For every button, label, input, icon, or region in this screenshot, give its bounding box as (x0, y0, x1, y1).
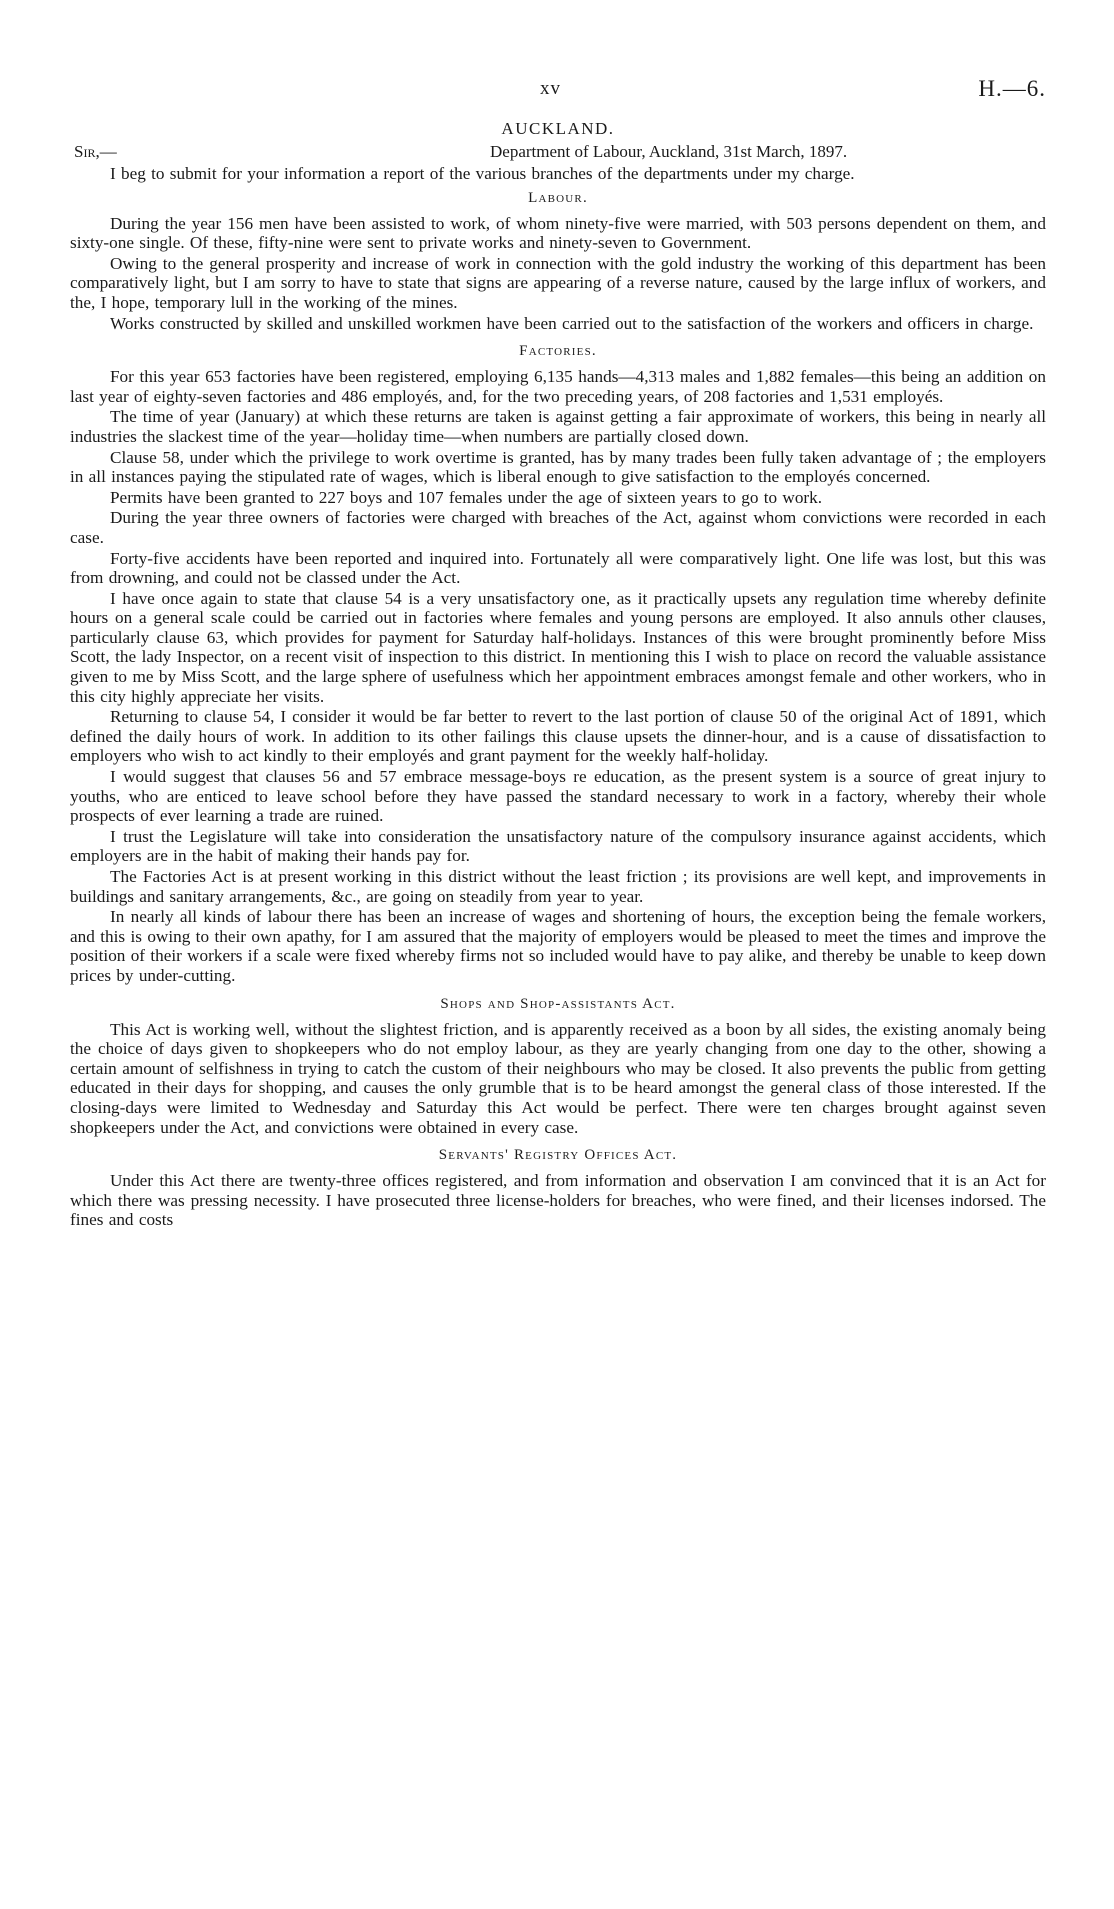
paragraph: Works constructed by skilled and unskilled workmen have been carried out to the satisfaction of the workers and officers in charge. (110, 313, 1034, 333)
paragraph: Clause 58, under which the privilege to work overtime is granted, has by many trades been fully taken advantage of ; the employers in all instances paying the stipulated rate of wages, which is liberal enough to give satisfaction to the employés concerned. (70, 447, 1046, 487)
section-factories (70, 341, 1046, 985)
page-number: xv (540, 78, 561, 99)
paragraph: Returning to clause 54, I consider it would be far better to revert to the last portion of clause 50 of the original Act of 1891, which defined the daily hours of work. In addition to its other failings this clause upsets the dinner-hour, and is a cause of dissatisfaction to employers who wish to act kindly to their employés and grant payment for the weekly half-holiday. (70, 707, 1046, 766)
section-labour (70, 188, 1046, 334)
intro-paragraph: I beg to submit for your information a report of the various branches of the departments under my charge. (110, 164, 855, 183)
dateline: Department of Labour, Auckland, 31st March, 1897. (490, 142, 848, 161)
paragraph: In nearly all kinds of labour there has been an increase of wages and shortening of hours, the exception being the female workers, and this is owing to their own apathy, for I am assured that the majority of employers would be pleased to meet the times and improve the position of their workers if a scale were fixed whereby firms not so included would have to pay alike, and thereby be unable to keep down prices by under-cutting. (70, 907, 1046, 985)
paragraph: During the year three owners of factories were charged with breaches of the Act, against whom convictions were recorded in each case. (70, 508, 1046, 547)
paragraph: I have once again to state that clause 54 is a very unsatisfactory one, as it practically upsets any regulation time whereby definite hours on a general scale could be carried out in factories where females and young persons are employed. It also annuls other clauses, particularly clause 63, which provides for payment for Saturday half-holidays. Instances of this were brought prominently before Miss Scott, the lady Inspector, on a recent visit of inspection to this district. In mentioning this I wish to place on record the valuable assistance given to me by Miss Scott, and the large sphere of usefulness which her appointment embraces amongst female and other workers, who in this city highly appreciate her visits. (70, 588, 1046, 706)
section-shops-act (70, 994, 1046, 1138)
paragraph: Permits have been granted to 227 boys and 107 females under the age of sixteen years to go to work. (110, 487, 823, 507)
section-heading: Labour. (528, 189, 588, 206)
document-reference: H.—6. (978, 76, 1046, 101)
paragraph: Under this Act there are twenty-three offices registered, and from information and observation I am convinced that it is an Act for which there was pressing necessity. I have prosecuted three license-holders for breaches, who were fined, and their licenses indorsed. The fines and costs (70, 1171, 1046, 1230)
section-heading: Shops and Shop-assistants Act. (440, 995, 676, 1012)
paragraph: The time of year (January) at which these returns are taken is against getting a fair approximate of workers, this being in nearly all industries the slackest time of the year—holiday time—when numbers are partially closed down. (70, 407, 1046, 446)
paragraph: I trust the Legislature will take into consideration the unsatisfactory nature of the compulsory insurance against accidents, which employers are in the habit of making their hands pay for. (70, 826, 1046, 866)
section-servants-registry-act (70, 1145, 1046, 1230)
paragraph: I would suggest that clauses 56 and 57 embrace message-boys re education, as the present system is a source of great injury to youths, who are enticed to leave school before they have passed the standard necessary to work in a factory, whereby their whole prospects of ever learning a trade are ruined. (70, 767, 1046, 826)
region-title: AUCKLAND. (501, 119, 615, 138)
document-page (70, 78, 1046, 1231)
paragraph: This Act is working well, without the slightest friction, and is apparently received as a boon by all sides, the existing anomaly being the choice of days given to shopkeepers who do not employ labour, as they are yearly changing from one day to the other, showing a certain amount of selfishness in trying to catch the custom of their neighbours who may be closed. It also prevents the public from getting educated in their days for shopping, and causes the only grumble that is to be heard amongst the general class of those interested. If the closing-days were limited to Wednesday and Saturday this Act would be perfect. There were ten charges brought against seven shopkeepers under the Act, and convictions were obtained in every case. (70, 1019, 1046, 1137)
section-heading: Factories. (519, 343, 597, 360)
paragraph: During the year 156 men have been assisted to work, of whom ninety-five were married, with 503 persons dependent on them, and sixty-one single. Of these, fifty-nine were sent to private works and ninety-seven to Government. (70, 213, 1046, 253)
paragraph: The Factories Act is at present working in this district without the least friction ; its provisions are well kept, and improvements in buildings and sanitary arrangements, &c., are going on steadily from year to year. (70, 867, 1046, 906)
section-heading: Servants' Registry Offices Act. (438, 1147, 678, 1164)
salutation: Sir,— (74, 142, 117, 161)
page-header (70, 78, 1046, 108)
paragraph: Forty-five accidents have been reported and inquired into. Fortunately all were comparatively light. One life was lost, but this was from drowning, and could not be classed under the Act. (70, 548, 1046, 588)
paragraph: For this year 653 factories have been registered, employing 6,135 hands—4,313 males and 1,882 females—this being an addition on last year of eighty-seven factories and 486 employés, and, for the two preceding years, of 208 factories and 1,531 employés. (70, 367, 1046, 406)
salutation-line (70, 140, 1046, 164)
paragraph: Owing to the general prosperity and increase of work in connection with the gold industry the working of this department has been comparatively light, but I am sorry to have to state that signs are appearing of a reverse nature, caused by the large influx of workers, and the, I hope, temporary lull in the working of the mines. (70, 253, 1046, 312)
